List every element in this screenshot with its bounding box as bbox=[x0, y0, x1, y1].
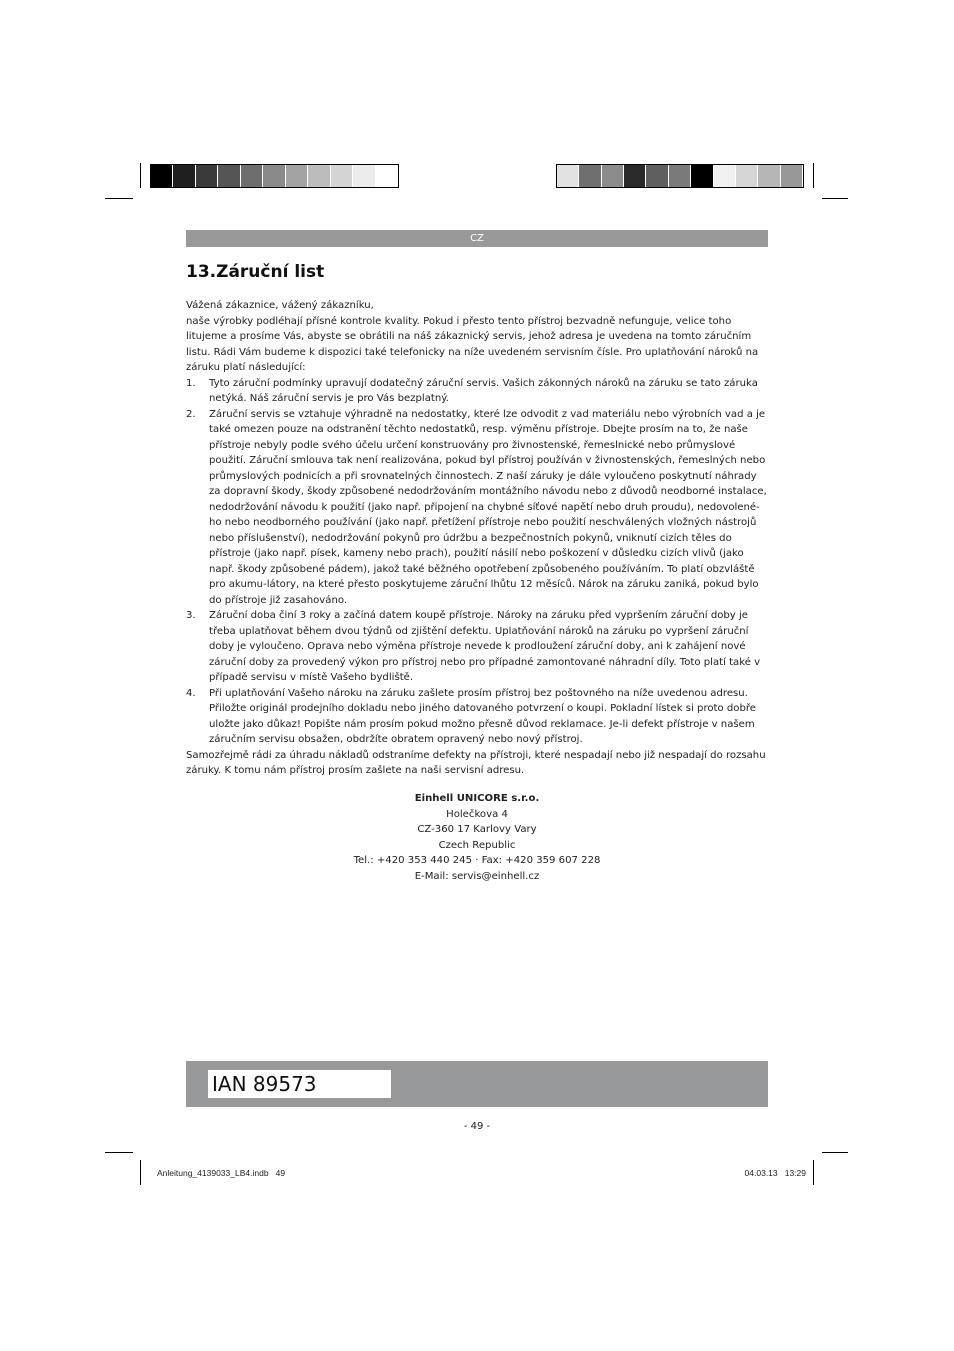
color-swatch bbox=[286, 165, 308, 187]
crop-mark bbox=[140, 1160, 141, 1185]
address-email: E-Mail: servis@einhell.cz bbox=[414, 870, 540, 882]
color-swatch bbox=[241, 165, 263, 187]
list-item bbox=[186, 407, 768, 609]
crop-mark bbox=[813, 1160, 814, 1185]
color-swatch bbox=[646, 165, 668, 187]
ian-band bbox=[186, 1061, 768, 1107]
list-text: Záruční servis se vztahuje výhradně na nedostatky, které lze odvodit z vad materiálu nebo výrobních vad a je také omezen pouze na odstranění těchto nedostatků, resp. výměnu přístroje. Dbejte prosím na to, že naše přístroje nebyly podle svého účelu určení konstruovány pro živnostenské, řemeslnické nebo průmyslové použití. Záruční smlouva tak není realizována, pokud byl přístroj používán v živnostenských, řemeslných nebo průmyslových podnicích a při srovnatelných činnostech. Z naší záruky je dále vyloučeno poskytnutí náhrady za dopravní škody, škody způsobené nedodržováním montážního návodu nebo z důvodů neodborné instalace, nedodržování návodu k použití (jako např. připojení na chybné síťové napětí nebo druh proudu), nedovolené-ho nebo neodborného používání (jako např. přetížení přístroje nebo použití neschválených vložných nástrojů nebo příslušenství), nedodržování pokynů pro údržbu a bezpečnostních pokynů, vniknutí cizích těles do přístroje (jako např. písek, kameny nebo prach), použití násilí nebo poškození v důsledku cizích vlivů (jako např. škody způsobené pádem), jakož také běžného opotřebení způsobeného používáním. To platí obzvláště pro akumu-látory, na které přesto poskytujeme záruční lhůtu 12 měsíců. Nárok na záruku zaniká, pokud bylo do přístroje již zasahováno. bbox=[209, 408, 767, 606]
color-calibration-bar-left bbox=[150, 164, 399, 188]
service-address bbox=[186, 791, 768, 884]
language-band bbox=[186, 230, 768, 247]
list-item bbox=[186, 608, 768, 686]
footer-file-name: Anleitung_4139033_LB4.indb 49 bbox=[157, 1168, 286, 1178]
list-item bbox=[186, 686, 768, 748]
color-swatch bbox=[781, 165, 803, 187]
color-swatch bbox=[196, 165, 218, 187]
color-swatch bbox=[331, 165, 353, 187]
color-swatch bbox=[691, 165, 713, 187]
intro-paragraph: naše výrobky podléhají přísné kontrole kvality. Pokud i přesto tento přístroj bezvadně nefunguje, velice toho litujeme a prosíme Vás, abyste se obrátili na náš zákaznický servis, jehož adresa je uvedena na tomto záručním listu. Rádi Vám budeme k dispozici také telefonicky na níže uvedeném servisním čísle. Pro uplatňování nároků na záruku platí následující: bbox=[186, 315, 759, 373]
color-swatch bbox=[624, 165, 646, 187]
color-swatch bbox=[151, 165, 173, 187]
color-swatch bbox=[758, 165, 780, 187]
list-text: Záruční doba činí 3 roky a začíná datem koupě přístroje. Nároky na záruku před vypršením záruční doby je třeba uplatňovat během dvou týdnů od zjištění defektu. Uplatňování nároků na záruku po vypršení záruční doby je vyloučeno. Oprava nebo výměna přístroje nevede k prodloužení záruční doby, ani k zahájení nové záruční doby za provedený výkon pro přístroj nebo pro případné zamontované náhradní díly. Toto platí také v případě servisu v místě Vašeho bydliště. bbox=[209, 610, 761, 683]
closing-paragraph: Samozřejmě rádi za úhradu nákladů odstraníme defekty na přístroji, které nespadají nebo již nespadají do rozsahu záruky. K tomu nám přístroj prosím zašlete na naši servisní adresu. bbox=[186, 749, 766, 776]
crop-mark bbox=[822, 198, 848, 199]
section-heading: 13.Záruční list bbox=[186, 262, 325, 282]
list-number: 1. bbox=[186, 377, 196, 389]
footer-date: 04.03.13 13:29 bbox=[744, 1168, 806, 1178]
color-swatch bbox=[669, 165, 691, 187]
address-city: CZ-360 17 Karlovy Vary bbox=[417, 824, 537, 835]
crop-mark bbox=[105, 198, 133, 199]
color-swatch bbox=[173, 165, 195, 187]
color-swatch bbox=[308, 165, 330, 187]
page-number: - 49 - bbox=[463, 1121, 491, 1132]
color-swatch bbox=[353, 165, 375, 187]
address-street: Holečkova 4 bbox=[446, 808, 508, 820]
warranty-text bbox=[186, 298, 768, 779]
crop-mark bbox=[813, 163, 814, 188]
warranty-conditions-list bbox=[186, 376, 768, 748]
color-swatch bbox=[736, 165, 758, 187]
language-label: CZ bbox=[470, 233, 484, 244]
color-swatch bbox=[376, 165, 398, 187]
list-number: 4. bbox=[186, 687, 196, 699]
color-swatch bbox=[602, 165, 624, 187]
crop-mark bbox=[140, 163, 141, 188]
list-item bbox=[186, 376, 768, 407]
color-calibration-bar-right bbox=[556, 164, 804, 188]
address-country: Czech Republic bbox=[438, 839, 516, 851]
color-swatch bbox=[579, 165, 601, 187]
greeting: Vážená zákaznice, vážený zákazníku, bbox=[186, 300, 374, 311]
company-name: Einhell UNICORE s.r.o. bbox=[414, 793, 540, 804]
list-text: Při uplatňování Vašeho nároku na záruku zašlete prosím přístroj bez poštovného na níže uvedenou adresu. Přiložte originál prodejního dokladu nebo jiného datovaného potvrzení o koupi. Pokladní lístek si proto dobře uložte jako důkaz! Popište nám prosím pokud možno přesně důvod reklamace. Je-li defekt přístroje v našem záručním servisu obsažen, obdržíte obratem opravený nebo nový přístroj. bbox=[209, 687, 757, 745]
address-phone: Tel.: +420 353 440 245 · Fax: +420 359 607 228 bbox=[353, 855, 601, 866]
color-swatch bbox=[714, 165, 736, 187]
color-swatch bbox=[263, 165, 285, 187]
list-text: Tyto záruční podmínky upravují dodatečný záruční servis. Vašich zákonných nároků na záruku se tato záruka netýká. Náš záruční servis je pro Vás bezplatný. bbox=[209, 377, 758, 404]
list-number: 2. bbox=[186, 408, 196, 420]
color-swatch bbox=[218, 165, 240, 187]
color-swatch bbox=[557, 165, 579, 187]
list-number: 3. bbox=[186, 610, 196, 621]
ian-number: IAN 89573 bbox=[208, 1070, 391, 1098]
crop-mark bbox=[822, 1152, 848, 1153]
crop-mark bbox=[105, 1152, 133, 1153]
